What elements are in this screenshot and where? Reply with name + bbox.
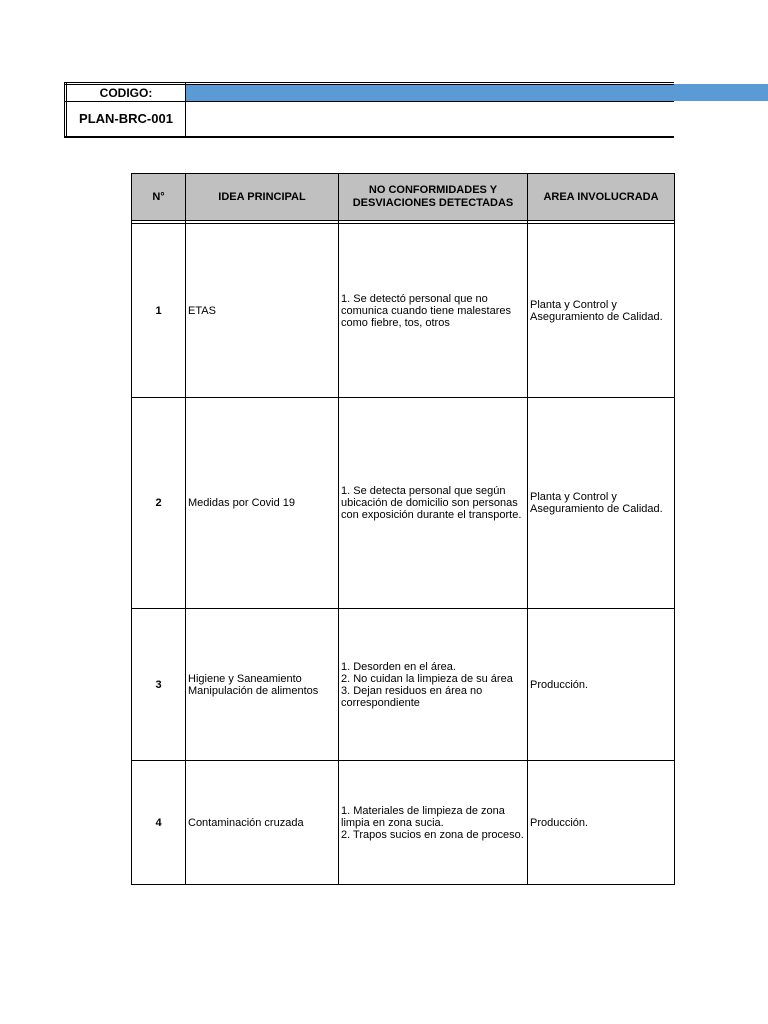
row-detail: 1. Se detecta personal que según ubicación de domicilio son personas con exposición durante el transporte. <box>339 398 528 609</box>
row-detail: 1. Materiales de limpieza de zona limpia en zona sucia. 2. Trapos sucios en zona de proceso. <box>339 761 528 885</box>
row-number: 1 <box>132 224 186 398</box>
code-value: PLAN-BRC-001 <box>79 111 173 126</box>
row-area: Producción. <box>528 761 675 885</box>
nonconformity-table <box>131 173 675 885</box>
table-row <box>132 398 675 609</box>
row-detail: 1. Desorden en el área. 2. No cuidan la limpieza de su área 3. Dejan residuos en área no correspondiente <box>339 609 528 761</box>
col-header-idea: IDEA PRINCIPAL <box>186 174 339 221</box>
row-number: 3 <box>132 609 186 761</box>
document-code-box <box>64 82 674 138</box>
row-idea: Higiene y Saneamiento Manipulación de alimentos <box>186 609 339 761</box>
row-idea: Medidas por Covid 19 <box>186 398 339 609</box>
table-row <box>132 761 675 885</box>
row-idea: Contaminación cruzada <box>186 761 339 885</box>
row-detail: 1. Se detectó personal que no comunica cuando tiene malestares como fiebre, tos, otros <box>339 224 528 398</box>
row-idea: ETAS <box>186 224 339 398</box>
row-area: Planta y Control y Aseguramiento de Calidad. <box>528 398 675 609</box>
table-row <box>132 609 675 761</box>
table-row <box>132 224 675 398</box>
table-header-row <box>132 174 675 221</box>
row-area: Producción. <box>528 609 675 761</box>
code-label: CODIGO: <box>99 86 153 100</box>
col-header-area: AREA INVOLUCRADA <box>528 174 675 221</box>
col-header-nonconformities: NO CONFORMIDADES Y DESVIACIONES DETECTADAS <box>339 174 528 221</box>
col-header-number: N° <box>132 174 186 221</box>
row-number: 4 <box>132 761 186 885</box>
row-area: Planta y Control y Aseguramiento de Calidad. <box>528 224 675 398</box>
row-number: 2 <box>132 398 186 609</box>
